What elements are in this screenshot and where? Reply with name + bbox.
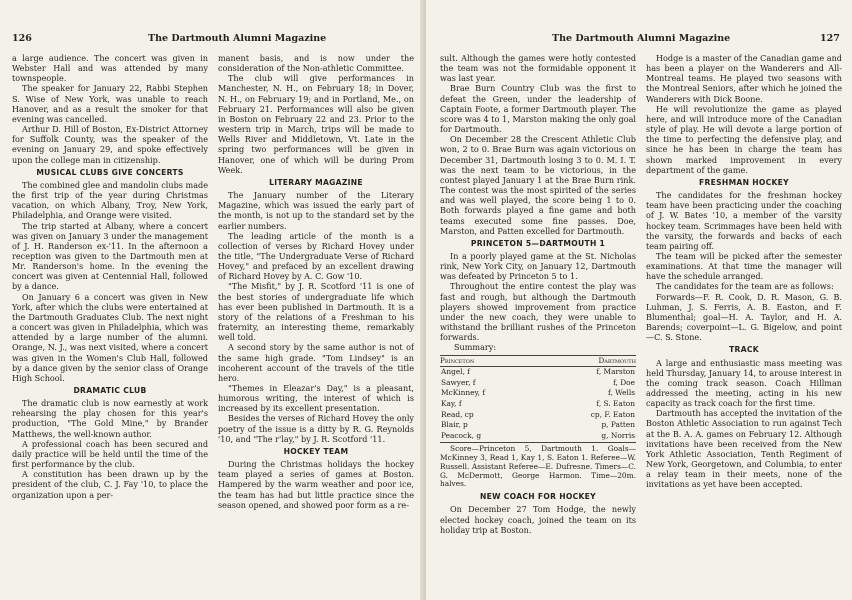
paragraph: The candidates for the team are as follows: xyxy=(656,281,834,292)
paragraph: The team will be picked after the semester examinations. At that time the manager will have the schedule arranged. xyxy=(646,250,842,282)
summary-label: Summary: xyxy=(454,342,497,353)
paragraph: The speaker for January 22, Rabbi Stephen S. Wise of New York, was unable to reach Hanover, and as a result the smoker for that evening was cancelled. xyxy=(12,83,208,124)
section-heading-track: TRACK xyxy=(729,345,759,355)
paragraph: "Themes in Eleazar's Day," is a pleasant, humorous writing, the interest of which is increased by its excellent presentation. xyxy=(218,383,414,414)
section-heading-freshman-hockey: FRESHMAN HOCKEY xyxy=(699,177,789,187)
section-heading-new-coach: NEW COACH FOR HOCKEY xyxy=(480,492,596,502)
paragraph: A second story by the same author is not of the same high grade. "Tom Lindsey" is an incoherent account of the travels of the title hero. xyxy=(218,342,414,383)
paragraph: The club will give performances in Manchester, N. H., on February 18; in Dover, N. H., on February 19; and in Portland, Me., on February 21. Performances will also be given in Boston on February 22 and 23. Prior to the western trip in March, trips will be made to Wells River and Middletown, Vt. Late in the spring two performances will be given in Hanover, one of which will be during Prom Week. xyxy=(218,73,414,175)
left-running-head: The Dartmouth Alumni Magazine xyxy=(148,33,327,44)
paragraph: "The Misfit," by J. R. Scotford '11 is one of the best stories of undergraduate life which has ever been published in Dartmouth. It is a story of the relations of a Freshman to his fraternity, an interesting theme, remarkably well told. xyxy=(218,281,414,343)
paragraph: Throughout the entire contest the play was fast and rough, but although the Dartmouth players showed improvement from practice under the new coach, they were unable to withstand the brilliant rushes of the Princeton forwards. xyxy=(440,281,636,343)
dartmouth-player: f, S. Eaton xyxy=(596,398,635,408)
paragraph: The dramatic club is now earnestly at work rehearsing the play chosen for this year's production, "The Gold Mine," by Brander Matthews, the well-known author. xyxy=(12,398,208,439)
paragraph: The candidates for the freshman hockey team have been practicing under the coaching of J. W. Bates '10, a member of the varsity hockey team. Scrimmages have been held with the varsity, the forwards and backs of each team pairing off. xyxy=(646,190,842,251)
paragraph: sult. Although the games were hotly contested the team was not the formidable opponent it was last year. xyxy=(440,53,636,84)
princeton-player: Read, cp xyxy=(441,409,474,419)
paragraph: He will revolutionize the game as played here, and will introduce more of the Canadian style of play. He will devote a large portion of the time to perfecting the defensive play, and since he has been in charge the team has shown marked improvement in every department of the game. xyxy=(646,103,842,175)
princeton-player: Sawyer, f xyxy=(441,377,476,387)
paragraph: On December 27 Tom Hodge, the newly elected hockey coach, joined the team on its holiday trip at Boston. xyxy=(440,504,636,535)
paragraph: a large audience. The concert was given in Webster Hall and was attended by many townspeople. xyxy=(12,53,208,84)
section-heading-hockey-team: HOCKEY TEAM xyxy=(283,446,349,456)
table-row xyxy=(440,399,636,410)
table-row xyxy=(440,388,636,399)
dartmouth-player: f, Wells xyxy=(607,388,635,398)
paragraph: The combined glee and mandolin clubs made the first trip of the year during Christmas vacation, on which Albany, Troy, New York, Philadelphia, and Orange were visited. xyxy=(12,179,208,221)
table-row xyxy=(440,367,636,378)
princeton-player: Blair, p xyxy=(441,420,468,430)
princeton-player: Angel, f xyxy=(441,367,470,377)
princeton-player: Peacock, g xyxy=(440,431,538,443)
paragraph: The leading article of the month is a collection of verses by Richard Hovey under the title, "The Undergraduate Verse of Richard Hovey," and prefaced by an excellent drawing of Richard Hovey by A. C. Gow '10. xyxy=(218,230,414,282)
dartmouth-player: f, Marston xyxy=(596,367,635,377)
left-page-number: 126 xyxy=(12,33,32,44)
paragraph: A constitution has been drawn up by the president of the club, C. J. Fay '10, to place the organization upon a per- xyxy=(12,469,208,500)
paragraph: The trip started at Albany, where a concert was given on January 3 under the management of J. H. Randerson ex-'11. In the afternoon a reception was given to the Dartmouth men at Mr. Randerson's home. In the evening the concert was given at Centennial Hall, followed by a dance. xyxy=(12,220,208,292)
paragraph: On December 28 the Crescent Athletic Club won, 2 to 0. Brae Burn was again victorious on December 31, Dartmouth losing 3 to 0. M. I. T. was the next team to be victorious, in the contest played January 1 at the Brae Burn rink. The contest was the most spirited of the series and was well played, the score being 1 to 0. Both forwards played a fine game and both teams executed some fine passes. Doe, Marston, and Patten excelled for Dartmouth. xyxy=(440,134,636,236)
table-row xyxy=(440,420,636,431)
lineup-table-body xyxy=(440,367,636,443)
right-page xyxy=(426,0,852,600)
right-running-head: The Dartmouth Alumni Magazine xyxy=(552,33,731,44)
paragraph: Forwards—F. R. Cook, D. R. Mason, G. B. Luhman, J. S. Ferris, A. B. Easton, and F. Blumenthal; goal—H. A. Taylor, and H. A. Barends; coverpoint—L. G. Bigelow, and point—C. S. Stone. xyxy=(646,291,842,343)
paragraph: Brae Burn Country Club was the first to defeat the Green, under the leadership of Captain Foote, a former Dartmouth player. The score was 4 to 1, Marston making the only goal for Dartmouth. xyxy=(440,83,636,135)
left-column-2 xyxy=(218,53,414,593)
section-heading-princeton-game: PRINCETON 5—DARTMOUTH 1 xyxy=(470,238,606,248)
paragraph: Hodge is a master of the Canadian game and has been a player on the Wanderers and All-Montreal teams. He played two seasons with the Montreal Seniors, after which he joined the Wanderers with Dick Boone. xyxy=(646,53,842,104)
paragraph: A large and enthusiastic mass meeting was held Thursday, January 14, to arouse interest in the coming track season. Coach Hillman addressed the meeting, acting in his new capacity as track coach for the first time. xyxy=(646,357,842,409)
table-row xyxy=(440,378,636,389)
dartmouth-player: g, Norris xyxy=(538,431,636,443)
left-column-1 xyxy=(12,53,208,593)
table-row xyxy=(440,410,636,421)
score-summary: Score—Princeton 5, Dartmouth 1. Goals—McKinney 3, Read 1, Kay 1, S. Eaton 1. Referee—W. Russell. Assistant Referee—E. Dufresne. Timers—C. G. McDermott, George Harmon. Time—20m. halves. xyxy=(440,444,636,489)
princeton-player: McKinney, f xyxy=(441,388,486,398)
right-column-1 xyxy=(440,53,636,593)
table-row xyxy=(440,431,636,443)
paragraph: Besides the verses of Richard Hovey the only poetry of the issue is a ditty by R. G. Reynolds '10, and "The r'lay," by J. R. Scotford '11. xyxy=(218,413,414,444)
paragraph: A professional coach has been secured and daily practice will be held until the time of the first performance by the club. xyxy=(12,438,208,470)
dartmouth-player: f, Doe xyxy=(613,377,635,387)
paragraph: During the Christmas holidays the hockey team played a series of games at Boston. Hampered by the warm weather and poor ice, the team has had but little practice since the season opened, and showed poor form as a re- xyxy=(218,459,414,510)
section-heading-literary-magazine: LITERARY MAGAZINE xyxy=(269,177,363,187)
table-header-princeton: Princeton xyxy=(440,355,538,367)
section-heading-dramatic-club: DRAMATIC CLUB xyxy=(73,386,147,395)
paragraph: The January number of the Literary Magazine, which was issued the early part of the month, is not up to the standard set by the earlier numbers. xyxy=(218,190,414,231)
table-header-dartmouth: Dartmouth xyxy=(538,355,636,367)
paragraph: In a poorly played game at the St. Nicholas rink, New York City, on January 12, Dartmouth was defeated by Princeton 5 to 1. xyxy=(440,250,636,282)
paragraph: Dartmouth has accepted the invitation of the Boston Athletic Association to run against Tech at the B. A. A. games on February 12. Although invitations have been received from the New York Athletic Association, Tenth Regiment of New York, Georgetown, and Columbia, to enter a relay team in their meets, none of the invitations as yet have been accepted. xyxy=(646,408,842,490)
dartmouth-player: cp, F. Eaton xyxy=(590,409,635,419)
right-page-number: 127 xyxy=(820,33,840,44)
paragraph: On January 6 a concert was given in New York, after which the clubs were entertained at the Dartmouth Graduates Club. The next night a concert was given in Philadelphia, which was attended by a large number of the alumni. Orange, N. J., was next visited, where a concert was given in the Women's Club Hall, followed by a dance given by the senior class of Orange High School. xyxy=(12,291,208,383)
dartmouth-player: p, Patten xyxy=(601,420,635,430)
lineup-table xyxy=(440,355,636,444)
princeton-player: Kay, f xyxy=(441,398,462,408)
paragraph: Arthur D. Hill of Boston, Ex-District Attorney for Suffolk County, was the speaker of the evening on January 29, and spoke effectively upon the college man in citizenship. xyxy=(12,124,208,165)
right-column-2 xyxy=(646,53,842,593)
section-heading-musical-clubs: MUSICAL CLUBS GIVE CONCERTS xyxy=(36,167,184,177)
paragraph: manent basis, and is now under the consideration of the Non-athletic Committee. xyxy=(218,53,414,74)
